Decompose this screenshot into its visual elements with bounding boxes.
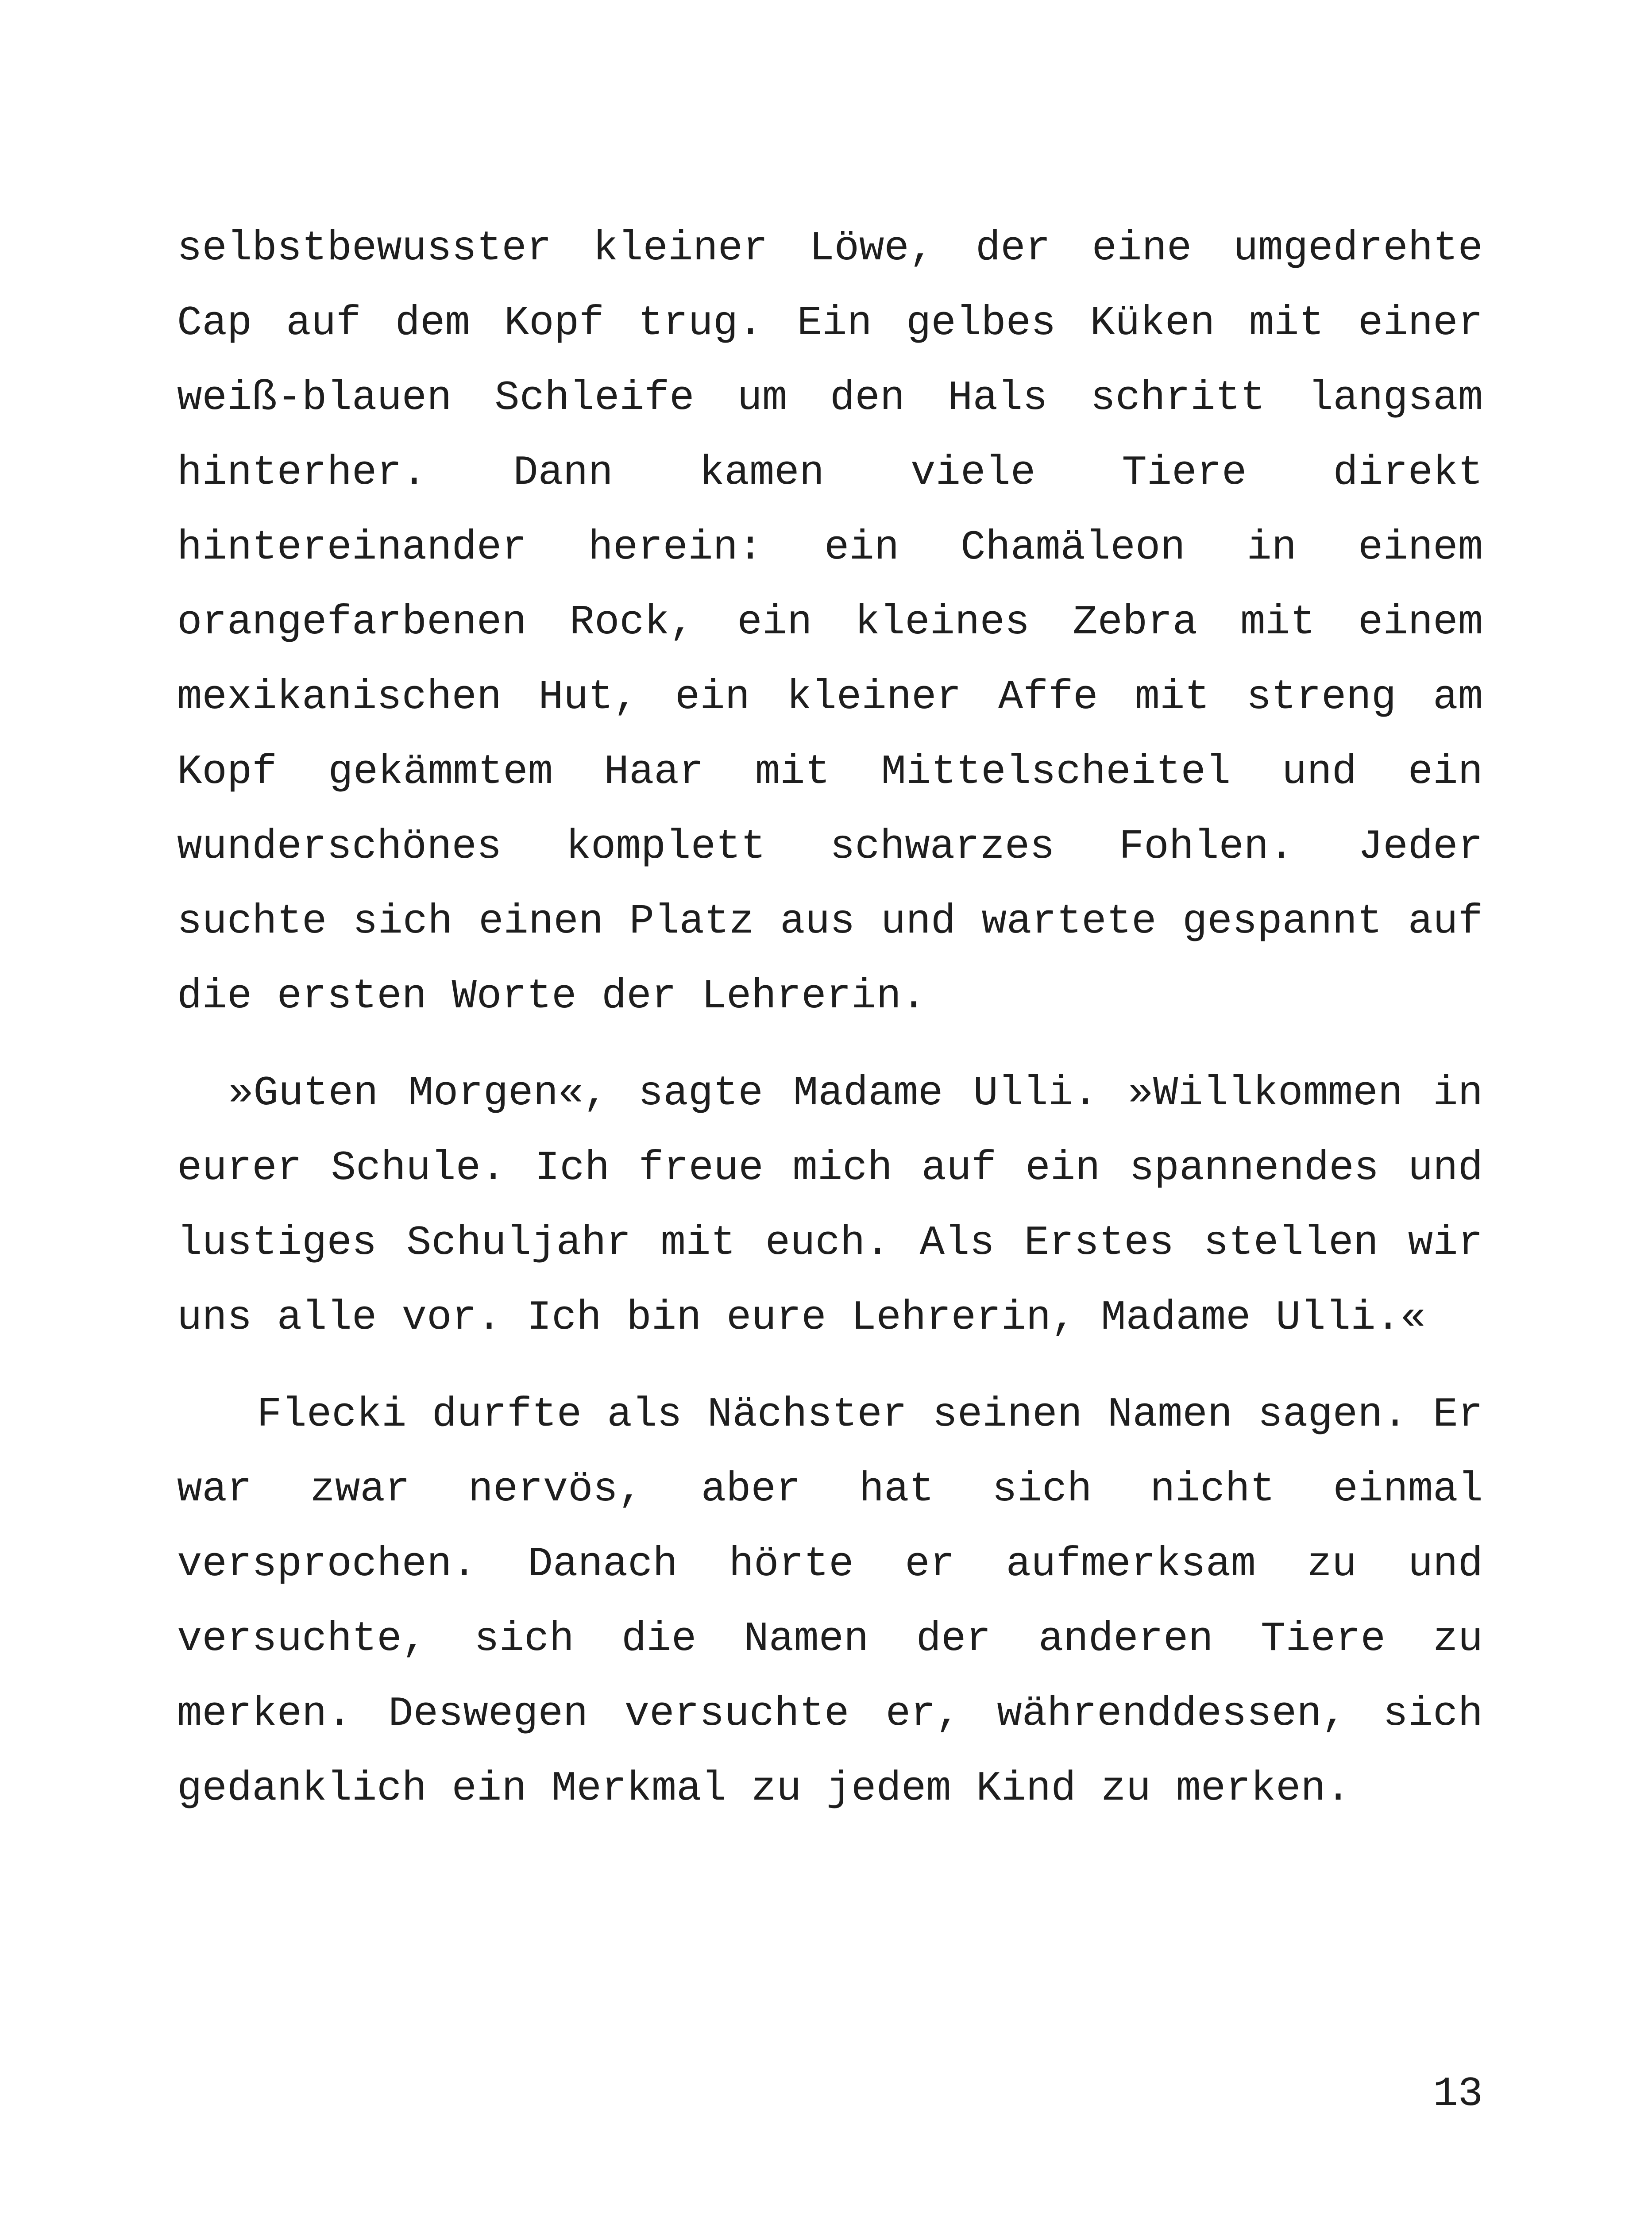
paragraph-greeting: »Guten Morgen«, sagte Madame Ulli. »Willkommen in eurer Schule. Ich freue mich auf ein spannendes und lustiges Schuljahr mit euch. Als Erstes stellen wir uns alle vor. Ich bin eure Lehrerin, Madame Ulli.« xyxy=(177,1070,1483,1342)
body-text xyxy=(177,212,1483,1827)
page-number: 13 xyxy=(1433,2071,1483,2118)
paragraph-flecki: Flecki durfte als Nächster seinen Namen sagen. Er war zwar nervös, aber hat sich nicht einmal versprochen. Danach hörte er aufmerksam zu und versuchte, sich die Namen der anderen Tiere zu merken. Deswegen versuchte er, währenddessen, sich gedanklich ein Merkmal zu jedem Kind zu merken. xyxy=(177,1392,1483,1812)
paragraph-continuation: selbstbewusster kleiner Löwe, der eine umgedrehte Cap auf dem Kopf trug. Ein gelbes Küken mit einer weiß-blauen Schleife um den Hals schritt langsam hinterher. Dann kamen viele Tiere direkt hintereinander herein: ein Chamäleon in einem orangefarbenen Rock, ein kleines Zebra mit einem mexikanischen Hut, ein kleiner Affe mit streng am Kopf gekämmtem Haar mit Mittelscheitel und ein wunderschönes komplett schwarzes Fohlen. Jeder suchte sich einen Platz aus und wartete gespannt auf die ersten Worte der Lehrerin. xyxy=(177,225,1483,1020)
